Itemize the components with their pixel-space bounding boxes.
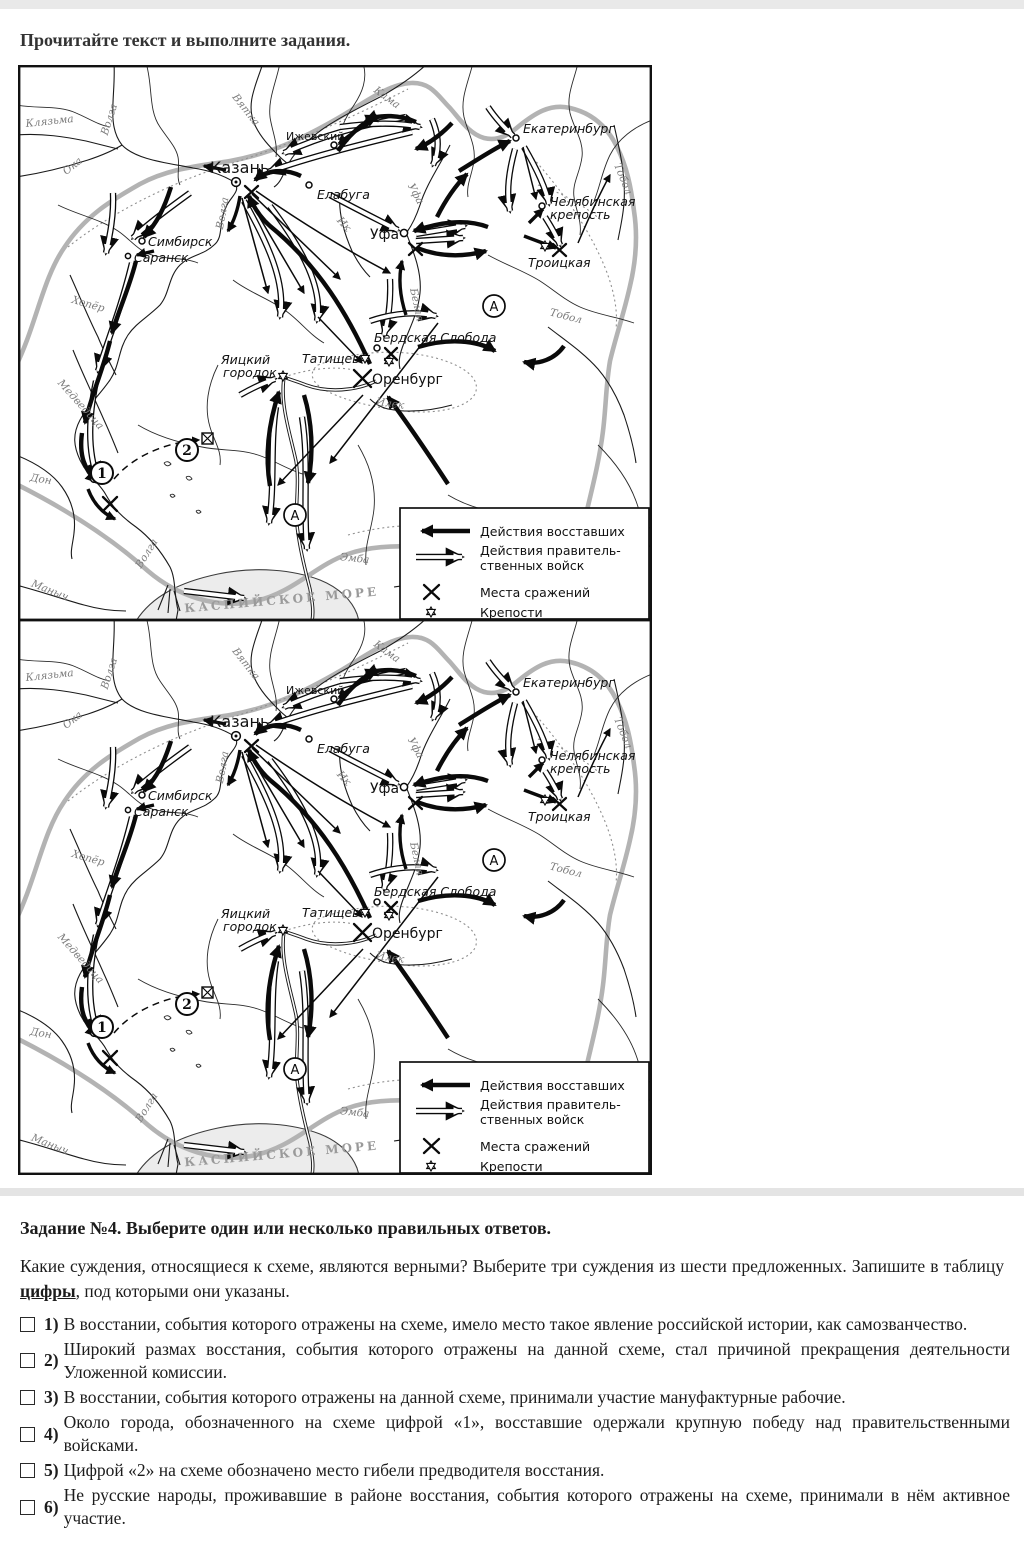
label-troitskaya: Троицкая	[528, 809, 591, 824]
option-row-5	[20, 1459, 1010, 1482]
label-river-manych: Маныч	[29, 1131, 71, 1158]
label-river-tobol-ne: Тобол	[611, 715, 635, 751]
answer-checkbox-1[interactable]	[20, 1317, 35, 1332]
label-river-klyazma: Клязьма	[25, 667, 75, 684]
label-caspian-sea: КАСПИЙСКОЕ МОРЕ	[183, 1138, 380, 1170]
label-tatishchev: Татищев	[302, 905, 360, 920]
option-number: 5)	[44, 1460, 59, 1481]
label-river-ilek: Илек	[375, 949, 405, 966]
option-number: 3)	[44, 1386, 59, 1407]
marker-a-north: А	[489, 854, 499, 869]
label-saransk: Саранск	[134, 804, 189, 819]
label-river-kama: Кама	[371, 638, 403, 666]
answer-checkbox-4[interactable]	[20, 1427, 35, 1442]
label-kazan: Казань	[210, 712, 270, 731]
label-yaitskiy-2: городок	[223, 365, 277, 380]
label-chelyabinskaya-2: крепость	[550, 207, 611, 222]
rebellion-map-2	[18, 619, 652, 1175]
answer-checkbox-2[interactable]	[20, 1353, 35, 1368]
marker-2: 2	[182, 997, 192, 1013]
label-elabuga: Елабуга	[317, 741, 370, 756]
question-emphasis: цифры	[20, 1280, 76, 1301]
marker-a-south: А	[290, 1063, 300, 1078]
label-river-oka: Ока	[60, 708, 85, 732]
marker-1: 1	[97, 1020, 107, 1036]
label-river-volga-n: Волга	[98, 102, 121, 137]
label-berdskaya: Бердская Слобода	[374, 330, 497, 345]
marker-1: 1	[97, 466, 107, 482]
label-river-volga-mid: Волга	[214, 750, 232, 785]
legend-fortresses-label: Крепости	[480, 605, 543, 620]
map-legend	[400, 508, 649, 620]
label-river-volga-s: Волга	[133, 1090, 161, 1125]
legend-government-label-2: ственных войск	[480, 558, 585, 573]
option-number: 1)	[44, 1313, 59, 1334]
option-text: В восстании, события которого отражены на схеме, имело место такое явление российской истории, как самозванчество.	[63, 1313, 968, 1334]
top-gray-bar	[0, 0, 1024, 9]
option-text: Цифрой «2» на схеме обозначено место гибели предводителя восстания.	[63, 1460, 605, 1481]
label-river-vyatka: Вятка	[229, 91, 262, 129]
option-row-2	[20, 1338, 1010, 1384]
label-tatishchev: Татищев	[302, 351, 360, 366]
label-chelyabinskaya-2: крепость	[550, 761, 611, 776]
legend-rebels-label: Действия восставших	[480, 1078, 625, 1093]
label-ufa: Уфа	[370, 781, 400, 797]
option-number: 6)	[44, 1496, 59, 1517]
question-before: Какие суждения, относящиеся к схеме, являются верными? Выберите три суждения из шести предложенных. Запишите в таблицу	[20, 1256, 1004, 1276]
label-orenburg: Оренбург	[372, 372, 443, 388]
label-river-ufa: Уфа	[405, 181, 426, 207]
label-river-volga-mid: Волга	[214, 196, 232, 231]
option-row-3	[20, 1386, 1010, 1409]
label-river-medveditsa: Медведица	[54, 931, 107, 987]
label-berdskaya: Бердская Слобода	[374, 884, 497, 899]
option-row-1	[20, 1313, 1010, 1336]
options-list	[20, 1313, 1024, 1531]
label-ufa: Уфа	[370, 227, 400, 243]
label-chelyabinskaya-1: Челябинская	[550, 194, 636, 209]
marker-a-south: А	[290, 509, 300, 524]
legend-rebels-label: Действия восставших	[480, 524, 625, 539]
label-river-ilek: Илек	[375, 395, 405, 412]
legend-battles-label: Места сражений	[480, 1139, 591, 1154]
label-caspian-sea: КАСПИЙСКОЕ МОРЕ	[183, 584, 380, 616]
label-izhevskiy: Ижевский	[286, 684, 345, 697]
answer-checkbox-6[interactable]	[20, 1500, 35, 1515]
label-river-vyatka: Вятка	[229, 645, 262, 683]
label-yaitskiy-1: Яицкий	[221, 906, 271, 921]
label-river-volga-s: Волга	[133, 536, 161, 571]
marker-2: 2	[182, 443, 192, 459]
option-text: Широкий размах восстания, события которого отражены на данной схеме, стал причиной прекращения деятельности Уложенной комиссии.	[63, 1338, 1010, 1382]
label-simbirsk: Симбирск	[148, 788, 213, 803]
label-kazan: Казань	[210, 158, 270, 177]
label-river-tobol-se: Тобол	[548, 860, 584, 881]
label-river-don: Дон	[29, 1025, 53, 1042]
answer-checkbox-5[interactable]	[20, 1463, 35, 1478]
intro-heading: Прочитайте текст и выполните задания.	[20, 30, 351, 50]
label-river-ik: Ик	[334, 768, 354, 789]
option-number: 2)	[44, 1350, 59, 1371]
option-text: В восстании, события которого отражены на данной схеме, принимали участие мануфактурные рабочие.	[63, 1386, 846, 1407]
option-text: Около города, обозначенного на схеме цифрой «1», восставшие одержали крупную победу над правительственными войсками.	[63, 1412, 1010, 1456]
label-saransk: Саранск	[134, 250, 189, 265]
label-river-tobol-se: Тобол	[548, 306, 584, 327]
label-orenburg: Оренбург	[372, 926, 443, 942]
label-river-manych: Маныч	[29, 577, 71, 604]
legend-government-label-1: Действия правитель-	[480, 543, 621, 558]
label-izhevskiy: Ижевский	[286, 130, 345, 143]
section-divider	[0, 1188, 1024, 1196]
legend-fortresses-label: Крепости	[480, 1159, 543, 1174]
label-river-tobol-ne: Тобол	[611, 161, 635, 197]
rebellion-map-2-slot	[18, 619, 652, 1175]
map-section	[18, 65, 652, 1175]
label-chelyabinskaya-1: Челябинская	[550, 748, 636, 763]
label-ekaterinburg: Екатеринбург	[523, 675, 615, 690]
label-river-don: Дон	[29, 471, 53, 488]
legend-government-label-2: ственных войск	[480, 1112, 585, 1127]
label-river-khopyor: Хопёр	[70, 847, 106, 869]
label-river-ik: Ик	[334, 214, 354, 235]
rebellion-map-1	[18, 65, 652, 621]
label-river-emba: Эмба	[339, 551, 370, 567]
label-river-volga-n: Волга	[98, 656, 121, 691]
map-legend	[400, 1062, 649, 1174]
label-troitskaya: Троицкая	[528, 255, 591, 270]
label-river-ufa: Уфа	[405, 735, 426, 761]
marker-a-north: А	[489, 300, 499, 315]
option-row-6	[20, 1484, 1010, 1530]
label-river-kama: Кама	[371, 84, 403, 112]
task-heading: Задание №4. Выберите один или несколько правильных ответов.	[20, 1218, 552, 1238]
label-ekaterinburg: Екатеринбург	[523, 121, 615, 136]
legend-battles-label: Места сражений	[480, 585, 591, 600]
question-text	[20, 1254, 1004, 1304]
label-yaitskiy-1: Яицкий	[221, 352, 271, 367]
label-river-medveditsa: Медведица	[54, 377, 107, 433]
option-number: 4)	[44, 1423, 59, 1444]
option-text: Не русские народы, проживавшие в районе восстания, события которого отражены на схеме, принимали в нём активное участие.	[63, 1485, 1010, 1529]
label-yaitskiy-2: городок	[223, 919, 277, 934]
label-river-khopyor: Хопёр	[70, 293, 106, 315]
option-row-4	[20, 1411, 1010, 1457]
label-river-belaya: Белая	[407, 841, 426, 877]
answer-checkbox-3[interactable]	[20, 1390, 35, 1405]
label-river-oka: Ока	[60, 154, 85, 178]
label-river-klyazma: Клязьма	[25, 113, 75, 130]
label-river-belaya: Белая	[407, 287, 426, 323]
label-simbirsk: Симбирск	[148, 234, 213, 249]
legend-government-label-1: Действия правитель-	[480, 1097, 621, 1112]
label-elabuga: Елабуга	[317, 187, 370, 202]
label-river-emba: Эмба	[339, 1105, 370, 1121]
question-after: , под которыми они указаны.	[75, 1280, 290, 1301]
